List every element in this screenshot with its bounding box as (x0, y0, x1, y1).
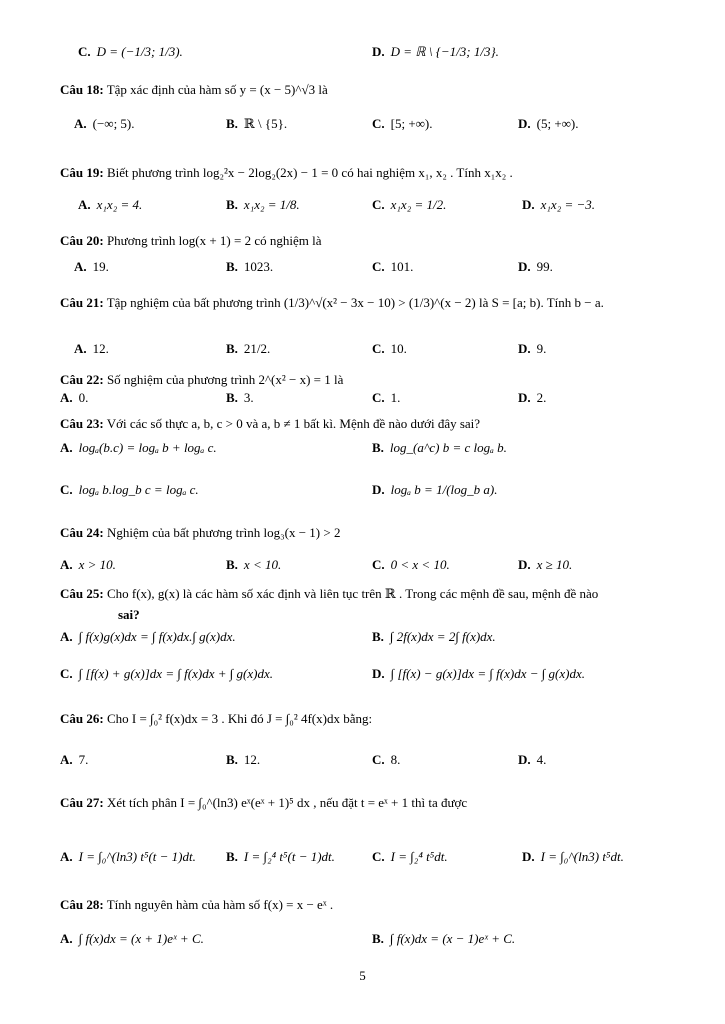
option-b: B. 3. (226, 390, 254, 405)
question-27: Câu 27: Xét tích phân I = ∫₀^(ln3) eˣ(eˣ + 1)⁵ dx , nếu đặt t = eˣ + 1 thì ta được (60, 795, 468, 810)
question-20: Câu 20: Phương trình log(x + 1) = 2 có nghiệm là (60, 233, 322, 248)
option-d: D. (5; +∞). (518, 116, 579, 131)
option-c: C. [5; +∞). (372, 116, 433, 131)
option-a: A. logₐ(b.c) = logₐ b + logₐ c. (60, 440, 217, 455)
option-b: B. 21/2. (226, 341, 271, 356)
option-d: D. 9. (518, 341, 547, 356)
question-24: Câu 24: Nghiệm của bất phương trình log₃(x − 1) > 2 (60, 525, 341, 540)
option-c: C. x₁x₂ = 1/2. (372, 197, 447, 212)
question-23: Câu 23: Với các số thực a, b, c > 0 và a, b ≠ 1 bất kì. Mệnh đề nào dưới đây sai? (60, 416, 481, 431)
option-b: B. ∫ f(x)dx = (x − 1)eˣ + C. (372, 931, 516, 946)
option-d: D. 99. (518, 259, 553, 274)
option-a: A. x > 10. (60, 557, 116, 572)
option-a: A. ∫ f(x)g(x)dx = ∫ f(x)dx.∫ g(x)dx. (60, 629, 236, 644)
option-d: D. x ≥ 10. (518, 557, 573, 572)
option-c: C. logₐ b.log_b c = logₐ c. (60, 482, 199, 497)
question-21: Câu 21: Tập nghiệm của bất phương trình (1/3)^√(x² − 3x − 10) > (1/3)^(x − 2) là S = [a; b). Tính b − a. (60, 295, 604, 310)
question-26: Câu 26: Cho I = ∫₀² f(x)dx = 3 . Khi đó J = ∫₀² 4f(x)dx bằng: (60, 711, 373, 726)
option-a: A. x₁x₂ = 4. (78, 197, 143, 212)
option-a: A. 12. (74, 341, 109, 356)
question-25-continuation: sai? (118, 607, 140, 622)
option-a: A. 0. (60, 390, 89, 405)
option-b: B. I = ∫₂⁴ t⁵(t − 1)dt. (226, 849, 335, 864)
option-a: A. I = ∫₀^(ln3) t⁵(t − 1)dt. (60, 849, 196, 864)
option-c: C. 10. (372, 341, 407, 356)
option-c: C. D = (−1/3; 1/3). (78, 44, 183, 59)
option-b: B. ∫ 2f(x)dx = 2∫ f(x)dx. (372, 629, 496, 644)
option-b: B. log_(a^c) b = c logₐ b. (372, 440, 507, 455)
question-25: Câu 25: Cho f(x), g(x) là các hàm số xác định và liên tục trên ℝ . Trong các mệnh đề sau, mệnh đề nào (60, 586, 599, 601)
option-d: D. 4. (518, 752, 547, 767)
option-b: B. 1023. (226, 259, 274, 274)
option-d: D. x₁x₂ = −3. (522, 197, 596, 212)
option-c: C. ∫ [f(x) + g(x)]dx = ∫ f(x)dx + ∫ g(x)dx. (60, 666, 274, 681)
option-a: A. (−∞; 5). (74, 116, 135, 131)
option-d: D. logₐ b = 1/(log_b a). (372, 482, 498, 497)
option-a: A. 19. (74, 259, 109, 274)
option-c: C. 0 < x < 10. (372, 557, 450, 572)
option-b: B. x < 10. (226, 557, 282, 572)
option-b: B. x₁x₂ = 1/8. (226, 197, 300, 212)
option-d: D. ∫ [f(x) − g(x)]dx = ∫ f(x)dx − ∫ g(x)dx. (372, 666, 586, 681)
option-c: C. I = ∫₂⁴ t⁵dt. (372, 849, 448, 864)
option-c: C. 8. (372, 752, 401, 767)
option-c: C. 1. (372, 390, 401, 405)
option-a: A. 7. (60, 752, 89, 767)
option-b: B. ℝ \ {5}. (226, 116, 288, 131)
question-18: Câu 18: Tập xác định của hàm số y = (x − 5)^√3 là (60, 82, 328, 97)
question-28: Câu 28: Tính nguyên hàm của hàm số f(x) = x − eˣ . (60, 897, 334, 912)
question-19: Câu 19: Biết phương trình log₂²x − 2log₂(2x) − 1 = 0 có hai nghiệm x₁, x₂ . Tính x₁x₂ . (60, 165, 513, 180)
option-d: D. D = ℝ \ {−1/3; 1/3}. (372, 44, 499, 59)
option-a: A. ∫ f(x)dx = (x + 1)eˣ + C. (60, 931, 204, 946)
option-c: C. 101. (372, 259, 414, 274)
option-d: D. 2. (518, 390, 547, 405)
page-number: 5 (359, 968, 366, 983)
option-b: B. 12. (226, 752, 261, 767)
option-d: D. I = ∫₀^(ln3) t⁵dt. (522, 849, 624, 864)
question-22: Câu 22: Số nghiệm của phương trình 2^(x² − x) = 1 là (60, 372, 344, 387)
